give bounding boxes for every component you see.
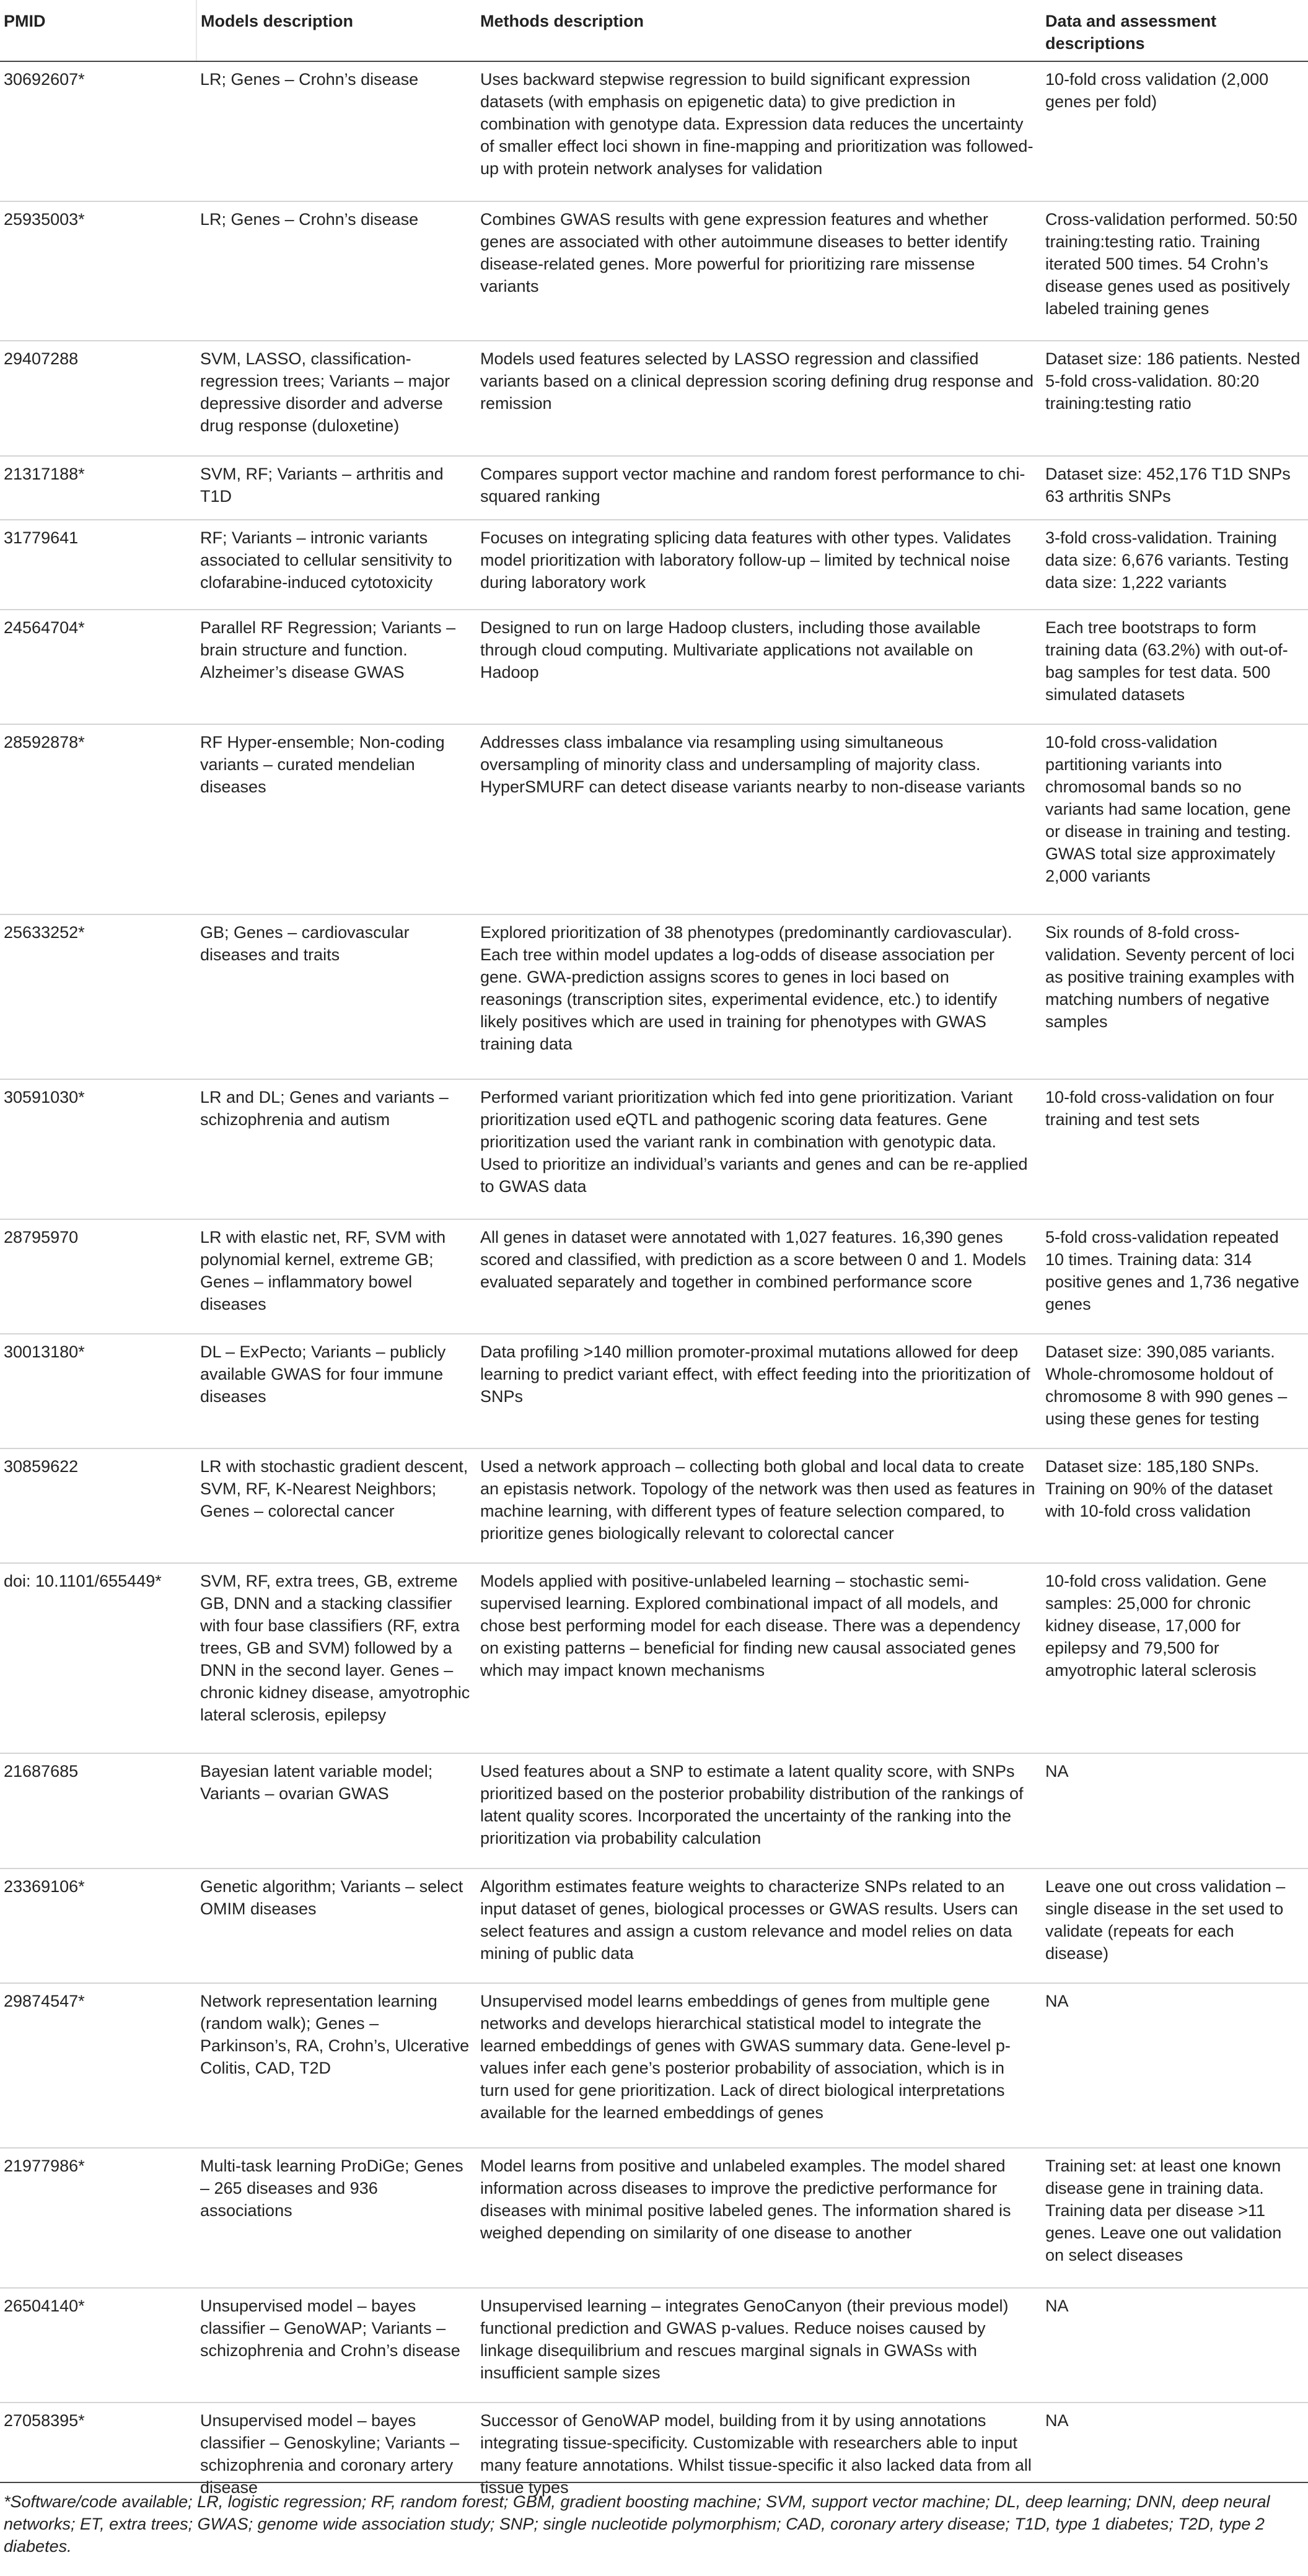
- cell-pmid: 25935003*: [0, 201, 196, 341]
- cell-data: 10-fold cross validation (2,000 genes per fold): [1045, 70, 1269, 111]
- cell-data: Dataset size: 186 patients. Nested 5-fold cross-validation. 80:20 training:testing ratio: [1042, 341, 1308, 455]
- table-row: [0, 341, 1308, 455]
- cell-data: Dataset size: 452,176 T1D SNPs 63 arthritis SNPs: [1042, 456, 1308, 520]
- table-row: [0, 2148, 1308, 2288]
- header-pmid: PMID: [0, 0, 196, 61]
- cell-model: Bayesian latent variable model; Variants – ovarian GWAS: [196, 1753, 476, 1868]
- cell-method: Unsupervised model learns embeddings of genes from multiple gene networks and develops hierarchical statistical model to integrate the learned embeddings of genes with GWAS summary data. Gene-level p-values infer each gene’s posterior probability of association, which is in turn used for gene prioritization. Lack of direct biological interpretations available for the learned embeddings of genes: [476, 1983, 1042, 2148]
- cell-pmid: 30591030*: [0, 1079, 196, 1219]
- cell-pmid: 28795970: [0, 1219, 196, 1334]
- cell-pmid: 27058395*: [0, 2403, 196, 2517]
- cell-model: Network representation learning (random walk); Genes – Parkinson’s, RA, Crohn’s, Ulcerative Colitis, CAD, T2D: [196, 1983, 476, 2148]
- table-row: [0, 61, 1308, 201]
- cell-method: Combines GWAS results with gene expression features and whether genes are associated with other autoimmune diseases to better identify disease-related genes. More powerful for prioritizing rare missense variants: [476, 201, 1042, 341]
- cell-method: Unsupervised learning – integrates GenoCanyon (their previous model) functional prediction and GWAS p-values. Reduce noises caused by linkage disequilibrium and rescues marginal signals in GWASs with insufficient sample sizes: [476, 2288, 1042, 2403]
- cell-data: NA: [1042, 2288, 1308, 2403]
- header-row: [0, 0, 1308, 61]
- cell-method: Designed to run on large Hadoop clusters, including those available through cloud computing. Multivariate applications not available on Hadoop: [476, 610, 1042, 724]
- cell-model: SVM, RF, extra trees, GB, extreme GB, DNN and a stacking classifier with four base classifiers (RF, extra trees, GB and SVM) followed by a DNN in the second layer. Genes – chronic kidney disease, amyotrophic lateral sclerosis, epilepsy: [196, 1563, 476, 1753]
- table-row: [0, 2288, 1308, 2403]
- cell-data: 3-fold cross-validation. Training data size: 6,676 variants. Testing data size: 1,222 variants: [1042, 520, 1308, 609]
- header-methods: Methods description: [476, 0, 1042, 61]
- cell-data: Training set: at least one known disease gene in training data. Training data per disease >11 genes. Leave one out validation on select diseases: [1042, 2148, 1308, 2288]
- cell-pmid: 30859622: [0, 1448, 196, 1563]
- header-data: Data and assessment descriptions: [1042, 0, 1308, 61]
- cell-model: LR; Genes – Crohn’s disease: [196, 201, 476, 341]
- header-models: Models description: [196, 0, 476, 61]
- cell-method: Addresses class imbalance via resampling using simultaneous oversampling of minority class and undersampling of majority class. HyperSMURF can detect disease variants nearby to non-disease variants: [476, 724, 1042, 914]
- cell-model: LR with elastic net, RF, SVM with polynomial kernel, extreme GB; Genes – inflammatory bowel diseases: [196, 1219, 476, 1334]
- cell-data: 10-fold cross-validation on four training and test sets: [1042, 1079, 1308, 1219]
- table-row: [0, 1448, 1308, 1563]
- cell-pmid: 29407288: [0, 341, 196, 455]
- cell-data: Six rounds of 8-fold cross-validation. Seventy percent of loci as positive training examples with matching numbers of negative samples: [1042, 914, 1308, 1079]
- cell-model: Genetic algorithm; Variants – select OMIM diseases: [196, 1868, 476, 1983]
- table-footnote: *Software/code available; LR, logistic regression; RF, random forest; GBM, gradient boosting machine; SVM, support vector machine; DL, deep learning; DNN, deep neural networks; ET, extra trees; GWAS; genome wide association study; SNP; single nucleotide polymorphism; CAD, coronary artery disease; T1D, type 1 diabetes; T2D, type 2 diabetes.: [0, 2482, 1308, 2576]
- cell-method: Uses backward stepwise regression to build significant expression datasets (with emphasis on epigenetic data) to give prediction in combination with genotype data. Expression data reduces the uncertainty of smaller effect loci shown in fine-mapping and prioritization was followed-up with protein network analyses for validation: [480, 70, 1034, 178]
- cell-method: Algorithm estimates feature weights to characterize SNPs related to an input dataset of genes, biological processes or GWAS results. Users can select features and assign a custom relevance and model relies on data mining of public data: [476, 1868, 1042, 1983]
- table-row: [0, 201, 1308, 341]
- cell-model: Unsupervised model – bayes classifier – GenoWAP; Variants – schizophrenia and Crohn’s disease: [196, 2288, 476, 2403]
- table-row: [0, 1079, 1308, 1219]
- table-row: [0, 1334, 1308, 1448]
- table-header: [0, 0, 1308, 61]
- cell-method: Models used features selected by LASSO regression and classified variants based on a clinical depression scoring defining drug response and remission: [476, 341, 1042, 455]
- table-row: [0, 1983, 1308, 2148]
- cell-data: 5-fold cross-validation repeated 10 times. Training data: 314 positive genes and 1,736 negative genes: [1042, 1219, 1308, 1334]
- cell-method: Successor of GenoWAP model, building from it by using annotations integrating tissue-specificity. Customizable with researchers able to input many feature annotations. Whilst tissue-specific it also lacked data from all tissue types: [476, 2403, 1042, 2517]
- cell-model: Multi-task learning ProDiGe; Genes – 265 diseases and 936 associations: [196, 2148, 476, 2288]
- cell-model: LR and DL; Genes and variants – schizophrenia and autism: [196, 1079, 476, 1219]
- cell-model: GB; Genes – cardiovascular diseases and traits: [196, 914, 476, 1079]
- cell-pmid: 26504140*: [0, 2288, 196, 2403]
- cell-pmid: 30013180*: [0, 1334, 196, 1448]
- table-row: [0, 520, 1308, 609]
- cell-pmid: 25633252*: [0, 914, 196, 1079]
- cell-data: NA: [1042, 1753, 1308, 1868]
- cell-pmid: doi: 10.1101/655449*: [0, 1563, 196, 1753]
- cell-pmid: 21977986*: [0, 2148, 196, 2288]
- cell-data: NA: [1042, 2403, 1308, 2517]
- cell-method: Performed variant prioritization which fed into gene prioritization. Variant prioritization used eQTL and pathogenic scoring data features. Gene prioritization used the variant rank in combination with genotypic data. Used to prioritize an individual’s variants and genes and can be re-applied to GWAS data: [476, 1079, 1042, 1219]
- cell-method: Data profiling >140 million promoter-proximal mutations allowed for deep learning to predict variant effect, with effect feeding into the prioritization of SNPs: [476, 1334, 1042, 1448]
- cell-method: Focuses on integrating splicing data features with other types. Validates model prioritization with laboratory follow-up – limited by technical noise during laboratory work: [476, 520, 1042, 609]
- cell-pmid: 23369106*: [0, 1868, 196, 1983]
- cell-data: 10-fold cross validation. Gene samples: 25,000 for chronic kidney disease, 17,000 for epilepsy and 79,500 for amyotrophic lateral sclerosis: [1042, 1563, 1308, 1753]
- cell-pmid: 29874547*: [0, 1983, 196, 2148]
- table-row: [0, 610, 1308, 724]
- table-row: [0, 1868, 1308, 1983]
- cell-pmid: 21687685: [0, 1753, 196, 1868]
- cell-method: Explored prioritization of 38 phenotypes (predominantly cardiovascular). Each tree within model updates a log-odds of disease association per gene. GWA-prediction assigns scores to genes in loci based on reasonings (transcription sites, experimental evidence, etc.) to identify likely positives which are used in training for phenotypes with GWAS training data: [476, 914, 1042, 1079]
- cell-pmid: 31779641: [0, 520, 196, 609]
- cell-data: Each tree bootstraps to form training data (63.2%) with out-of-bag samples for test data. 500 simulated datasets: [1042, 610, 1308, 724]
- cell-pmid: 21317188*: [0, 456, 196, 520]
- cell-model: LR with stochastic gradient descent, SVM, RF, K-Nearest Neighbors; Genes – colorectal cancer: [196, 1448, 476, 1563]
- cell-model: DL – ExPecto; Variants – publicly available GWAS for four immune diseases: [196, 1334, 476, 1448]
- table-row: [0, 1753, 1308, 1868]
- table-body: [0, 61, 1308, 2517]
- cell-data: Cross-validation performed. 50:50 training:testing ratio. Training iterated 500 times. 54 Crohn’s disease genes used as positively labeled training genes: [1042, 201, 1308, 341]
- cell-pmid: 30692607*: [4, 70, 85, 89]
- table-row: [0, 914, 1308, 1079]
- cell-data: Dataset size: 185,180 SNPs. Training on 90% of the dataset with 10-fold cross validation: [1042, 1448, 1308, 1563]
- cell-model: Unsupervised model – bayes classifier – Genoskyline; Variants – schizophrenia and coronary artery disease: [196, 2403, 476, 2517]
- cell-method: Models applied with positive-unlabeled learning – stochastic semi-supervised learning. Explored combinational impact of all models, and chose best performing model for each disease. There was a dependency on existing patterns – beneficial for finding new causal associated genes which may impact known mechanisms: [476, 1563, 1042, 1753]
- cell-pmid: 24564704*: [0, 610, 196, 724]
- cell-method: Used a network approach – collecting both global and local data to create an epistasis network. Topology of the network was then used as features in machine learning, with different types of feature selection compared, to prioritize genes biologically relevant to colorectal cancer: [476, 1448, 1042, 1563]
- cell-model: Parallel RF Regression; Variants – brain structure and function. Alzheimer’s disease GWAS: [196, 610, 476, 724]
- cell-pmid: 28592878*: [0, 724, 196, 914]
- table-row: [0, 1219, 1308, 1334]
- cell-data: Dataset size: 390,085 variants. Whole-chromosome holdout of chromosome 8 with 990 genes – using these genes for testing: [1042, 1334, 1308, 1448]
- cell-model: LR; Genes – Crohn’s disease: [200, 70, 419, 89]
- cell-data: NA: [1042, 1983, 1308, 2148]
- table-row: [0, 1563, 1308, 1753]
- cell-model: SVM, RF; Variants – arthritis and T1D: [196, 456, 476, 520]
- cell-method: All genes in dataset were annotated with 1,027 features. 16,390 genes scored and classified, with prediction as a score between 0 and 1. Models evaluated separately and together in combined performance score: [476, 1219, 1042, 1334]
- cell-model: SVM, LASSO, classification-regression trees; Variants – major depressive disorder and adverse drug response (duloxetine): [196, 341, 476, 455]
- cell-model: RF; Variants – intronic variants associated to cellular sensitivity to clofarabine-induced cytotoxicity: [196, 520, 476, 609]
- table-row: [0, 456, 1308, 520]
- table-row: [0, 724, 1308, 914]
- cell-model: RF Hyper-ensemble; Non-coding variants – curated mendelian diseases: [196, 724, 476, 914]
- cell-data: 10-fold cross-validation partitioning variants into chromosomal bands so no variants had same location, gene or disease in training and testing. GWAS total size approximately 2,000 variants: [1042, 724, 1308, 914]
- cell-method: Compares support vector machine and random forest performance to chi-squared ranking: [476, 456, 1042, 520]
- cell-method: Used features about a SNP to estimate a latent quality score, with SNPs prioritized based on the posterior probability distribution of the rankings of latent quality scores. Incorporated the uncertainty of the ranking into the prioritization via probability calculation: [476, 1753, 1042, 1868]
- cell-data: Leave one out cross validation – single disease in the set used to validate (repeats for each disease): [1042, 1868, 1308, 1983]
- cell-method: Model learns from positive and unlabeled examples. The model shared information across diseases to improve the predictive performance for diseases with minimal positive labeled genes. The information shared is weighed depending on similarity of one disease to another: [476, 2148, 1042, 2288]
